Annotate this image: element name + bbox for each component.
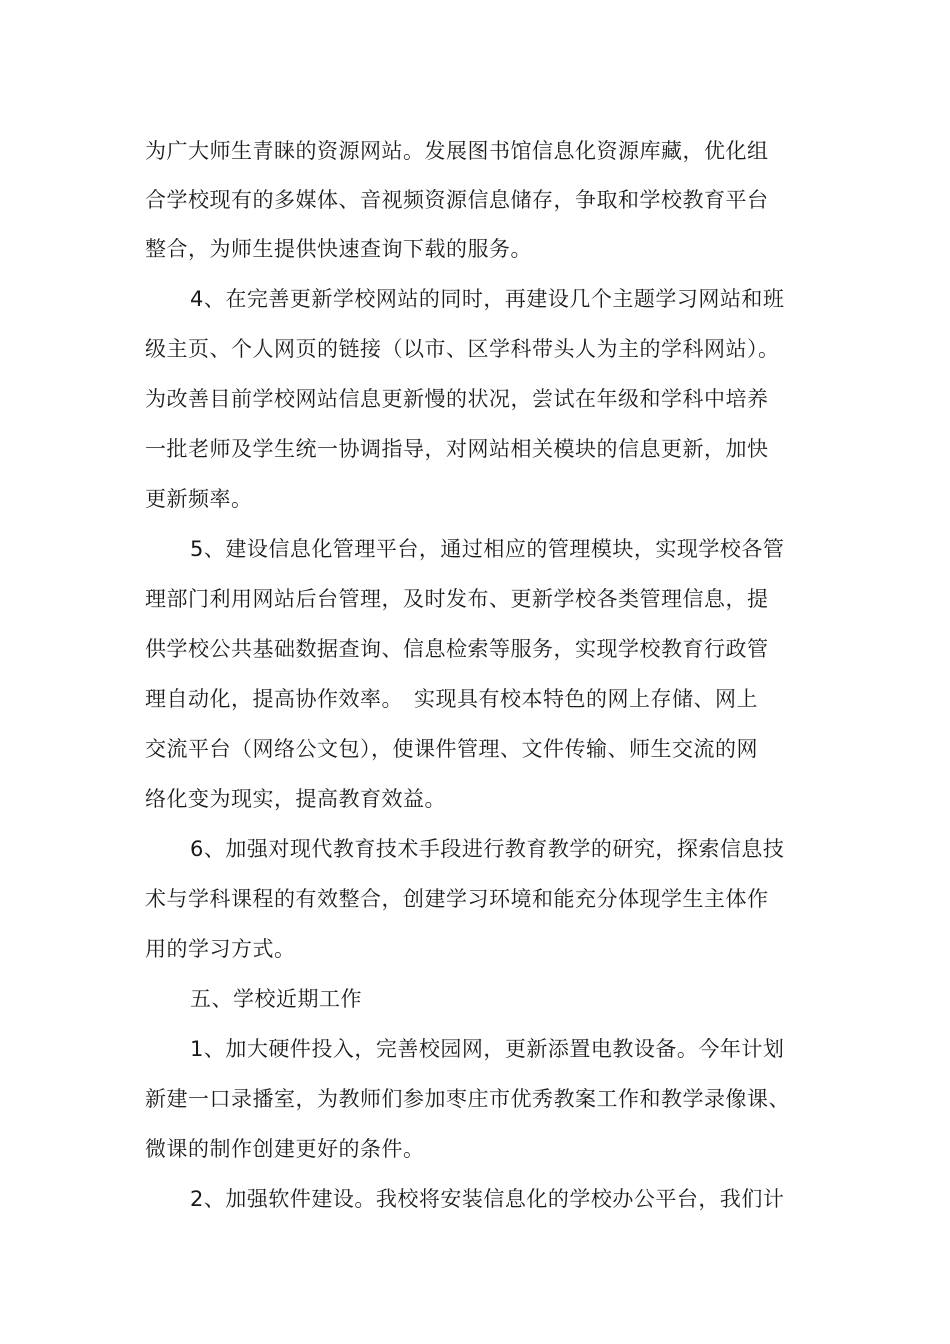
text-line: 更新频率。: [145, 487, 253, 511]
paragraph-1-start: 1、加大硬件投入，完善校园网，更新添置电教设备。今年计划: [190, 1037, 785, 1061]
text-line: 交流平台（网络公文包），使课件管理、文件传输、师生交流的网: [145, 737, 758, 761]
text-line: 络化变为现实，提高教育效益。: [145, 787, 446, 811]
text-line: 用的学习方式。: [145, 937, 296, 961]
text-line: 级主页、个人网页的链接（以市、区学科带头人为主的学科网站）。: [145, 337, 780, 361]
text-line: 合学校现有的多媒体、音视频资源信息储存，争取和学校教育平台: [145, 188, 769, 212]
text-line: 新建一口录播室，为教师们参加枣庄市优秀教案工作和教学录像课、: [145, 1087, 790, 1111]
text-line: 理自动化，提高协作效率。 实现具有校本特色的网上存储、网上: [145, 687, 758, 711]
text-line: 一批老师及学生统一协调指导，对网站相关模块的信息更新，加快: [145, 437, 769, 461]
text-line: 理部门利用网站后台管理，及时发布、更新学校各类管理信息，提: [145, 587, 769, 611]
paragraph-2-start: 2、加强软件建设。我校将安装信息化的学校办公平台，我们计: [190, 1187, 785, 1211]
text-line: 微课的制作创建更好的条件。: [145, 1137, 425, 1161]
text-line: 为广大师生青睐的资源网站。发展图书馆信息化资源库藏，优化组: [145, 139, 769, 163]
section-heading: 五、学校近期工作: [190, 987, 362, 1011]
text-line: 供学校公共基础数据查询、信息检索等服务，实现学校教育行政管: [145, 637, 769, 661]
paragraph-4-start: 4、在完善更新学校网站的同时，再建设几个主题学习网站和班: [190, 287, 785, 311]
text-line: 整合，为师生提供快速查询下载的服务。: [145, 237, 532, 261]
paragraph-6-start: 6、加强对现代教育技术手段进行教育教学的研究，探索信息技: [190, 837, 785, 861]
text-line: 为改善目前学校网站信息更新慢的状况，尝试在年级和学科中培养: [145, 387, 769, 411]
paragraph-5-start: 5、建设信息化管理平台，通过相应的管理模块，实现学校各管: [190, 537, 785, 561]
text-line: 术与学科课程的有效整合，创建学习环境和能充分体现学生主体作: [145, 887, 769, 911]
